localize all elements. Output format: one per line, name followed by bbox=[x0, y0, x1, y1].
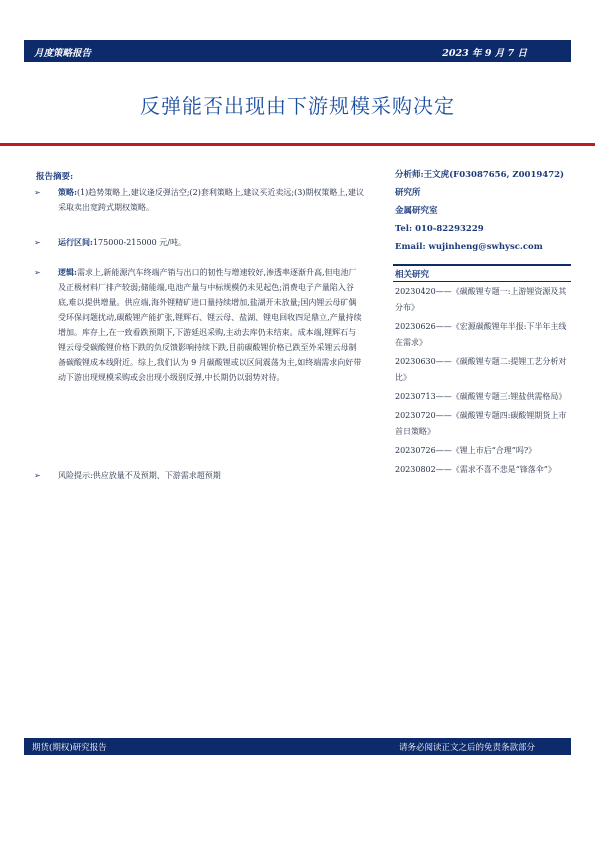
report-date: 2023 年 9 月 7 日 bbox=[442, 48, 527, 59]
bullet-icon: ➢ bbox=[34, 268, 41, 277]
analyst-tel: Tel: 010-82293229 bbox=[395, 224, 484, 234]
related-item[interactable]: 20230802——《需求不喜不悲是“锋落伞”》 bbox=[395, 465, 556, 474]
logic-text: 需求上,新能源汽车终端产销与出口的韧性与增速较好,渗透率逐渐升高,但电池厂及正极材料厂排产较弱;储能端,电池产量与中标规模仍未见起色;消费电子产量陷入谷底,难以提供增量。供应端,海外锂精矿进口量持续增加,盐湖开未放量;国内锂云母矿偶受环保问题扰动,碳酸锂产能扩张,锂辉石、锂云母、盐湖、锂电回收四足鼎立,产量持续增加。库存上,在一致看跌预期下,下游延迟采购,主动去库仍未结束。成本端,锂辉石与锂云母受碳酸锂价格下跌的负反馈影响持续下跌,目前碳酸锂价格已跌至外采锂云母制备碳酸锂成本线附近。综上,我们认为 9 月碳酸锂或以区间震荡为主,如终端需求向好带动下游出现规模采购或会出现小级别反弹,中长期仍以弱势对待。 bbox=[58, 268, 362, 382]
related-item[interactable]: 20230420——《碳酸锂专题一:上游锂资源及其分布》 bbox=[395, 287, 567, 312]
footer-left: 期货(期权)研究报告 bbox=[32, 743, 107, 753]
risk-text: 风险提示:供应放量不及预期、下游需求超预期 bbox=[58, 471, 221, 480]
related-heading: 相关研究 bbox=[393, 264, 571, 282]
strategy-item bbox=[58, 185, 364, 215]
bullet-icon: ➢ bbox=[34, 188, 41, 197]
analyst-info bbox=[395, 166, 575, 256]
analyst-group: 金属研究室 bbox=[395, 206, 438, 216]
summary-heading: 报告摘要: bbox=[36, 172, 74, 182]
related-item[interactable]: 20230630——《碳酸锂专题二:提锂工艺分析对比》 bbox=[395, 357, 567, 382]
bullet-icon: ➢ bbox=[34, 471, 41, 480]
footer-right: 请务必阅读正文之后的免责条款部分 bbox=[398, 743, 535, 753]
related-item[interactable]: 20230713——《碳酸锂专题三:锂盐供需格局》 bbox=[395, 392, 567, 401]
analyst-name: 分析师:王文虎(F03087656, Z0019472) bbox=[395, 170, 565, 180]
page-title: 反弹能否出现由下游规模采购决定 bbox=[140, 94, 455, 118]
footer-bar bbox=[24, 738, 571, 755]
analyst-dept: 研究所 bbox=[395, 188, 421, 198]
logic-label: 逻辑: bbox=[58, 267, 77, 277]
strategy-text: (1)趋势策略上,建议逢反弹沽空;(2)套利策略上,建议买近卖远;(3)期权策略上,建议采取卖出宽跨式期权策略。 bbox=[58, 188, 364, 212]
bullet-icon: ➢ bbox=[34, 238, 41, 247]
divider bbox=[0, 143, 595, 146]
strategy-label: 策略: bbox=[58, 187, 77, 197]
related-item[interactable]: 20230726——《锂上市后“合理”吗?》 bbox=[395, 446, 537, 455]
range-text: 175000-215000 元/吨。 bbox=[92, 238, 186, 247]
related-list bbox=[395, 284, 573, 481]
analyst-email[interactable]: Email: wujinheng@swhysc.com bbox=[395, 242, 543, 252]
related-item[interactable]: 20230720——《碳酸锂专题四:碳酸锂期货上市首日策略》 bbox=[395, 411, 567, 436]
risk-item bbox=[58, 468, 364, 483]
related-item[interactable]: 20230626——《宏源碳酸锂年半报:下半年主线在需求》 bbox=[395, 322, 567, 347]
report-type: 月度策略报告 bbox=[34, 48, 92, 59]
range-label: 运行区间: bbox=[58, 237, 93, 247]
logic-item bbox=[58, 265, 364, 385]
header-bar bbox=[24, 40, 571, 62]
range-item bbox=[58, 235, 364, 250]
